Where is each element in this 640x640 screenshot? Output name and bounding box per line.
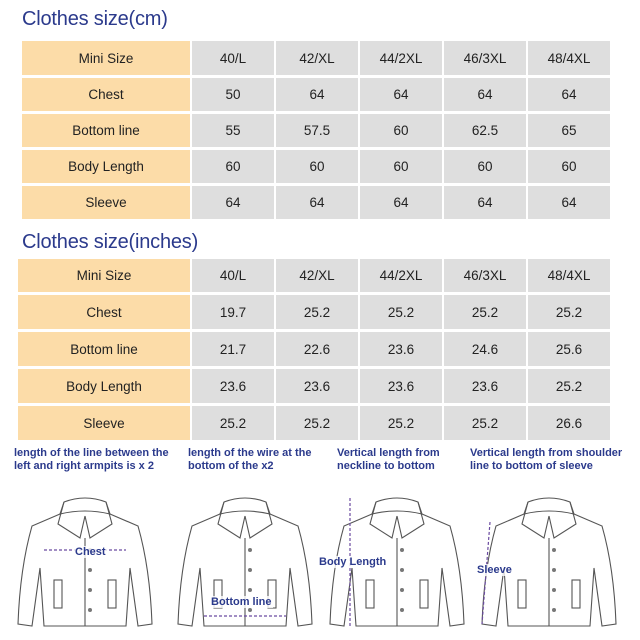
- value-cell: 23.6: [276, 369, 360, 403]
- value-cell: 24.6: [444, 332, 528, 366]
- value-cell: 64: [444, 186, 528, 219]
- value-cell: 60: [360, 114, 444, 147]
- table-row: [18, 406, 612, 440]
- table-header-row: [18, 259, 612, 292]
- value-cell: 60: [360, 150, 444, 183]
- body-figure-label: Body Length: [319, 556, 387, 568]
- bottom-description: length of the wire at the bottom of the x2: [188, 447, 312, 472]
- jacket-outline-icon: [170, 488, 320, 638]
- value-cell: 57.5: [276, 114, 360, 147]
- size-cell: 44/2XL: [360, 41, 444, 75]
- row-label: Body Length: [22, 150, 192, 183]
- value-cell: 25.2: [360, 406, 444, 440]
- value-cell: 25.2: [360, 295, 444, 329]
- size-cell: 46/3XL: [444, 41, 528, 75]
- value-cell: 60: [276, 150, 360, 183]
- value-cell: 65: [528, 114, 612, 147]
- row-label: Chest: [22, 78, 192, 111]
- sleeve-figure-label: Sleeve: [477, 564, 512, 576]
- value-cell: 23.6: [360, 332, 444, 366]
- row-label: Bottom line: [18, 332, 192, 366]
- size-cell: 40/L: [192, 259, 276, 292]
- header-label-cell: Mini Size: [22, 41, 192, 75]
- value-cell: 26.6: [528, 406, 612, 440]
- row-label: Sleeve: [18, 406, 192, 440]
- value-cell: 25.2: [528, 369, 612, 403]
- value-cell: 55: [192, 114, 276, 147]
- row-label: Sleeve: [22, 186, 192, 219]
- size-cell: 48/4XL: [528, 41, 612, 75]
- value-cell: 62.5: [444, 114, 528, 147]
- header-label-cell: Mini Size: [18, 259, 192, 292]
- value-cell: 25.6: [528, 332, 612, 366]
- chest-description: length of the line between the left and right armpits is x 2: [14, 447, 169, 472]
- value-cell: 64: [528, 186, 612, 219]
- jacket-outline-icon: [10, 488, 160, 638]
- value-cell: 23.6: [444, 369, 528, 403]
- sleeve-description: Vertical length from shoulder line to bottom of sleeve: [470, 447, 623, 472]
- value-cell: 25.2: [444, 406, 528, 440]
- size-cell: 44/2XL: [360, 259, 444, 292]
- chest-figure-label: Chest: [75, 546, 106, 558]
- value-cell: 25.2: [444, 295, 528, 329]
- inch-size-table: [18, 256, 612, 443]
- size-cell: 42/XL: [276, 259, 360, 292]
- value-cell: 25.2: [276, 406, 360, 440]
- value-cell: 25.2: [528, 295, 612, 329]
- value-cell: 64: [192, 186, 276, 219]
- value-cell: 25.2: [276, 295, 360, 329]
- table-header-row: [22, 41, 612, 75]
- body-jacket-figure: [319, 488, 472, 638]
- table-row: [22, 78, 612, 111]
- value-cell: 50: [192, 78, 276, 111]
- cm-size-table: [22, 38, 612, 222]
- cm-table-title: Clothes size(cm): [22, 8, 168, 30]
- value-cell: 21.7: [192, 332, 276, 366]
- value-cell: 22.6: [276, 332, 360, 366]
- size-cell: 42/XL: [276, 41, 360, 75]
- value-cell: 60: [192, 150, 276, 183]
- bottom-figure-label: Bottom line: [211, 596, 272, 608]
- value-cell: 64: [276, 78, 360, 111]
- value-cell: 23.6: [192, 369, 276, 403]
- row-label: Chest: [18, 295, 192, 329]
- bottom-jacket-figure: [170, 488, 320, 638]
- table-row: [22, 114, 612, 147]
- value-cell: 64: [444, 78, 528, 111]
- table-row: [22, 186, 612, 219]
- table-row: [22, 150, 612, 183]
- inch-table-title: Clothes size(inches): [22, 231, 199, 253]
- value-cell: 60: [528, 150, 612, 183]
- value-cell: 64: [360, 78, 444, 111]
- size-cell: 40/L: [192, 41, 276, 75]
- table-row: [18, 332, 612, 366]
- value-cell: 64: [360, 186, 444, 219]
- value-cell: 60: [444, 150, 528, 183]
- table-row: [18, 295, 612, 329]
- size-cell: 46/3XL: [444, 259, 528, 292]
- value-cell: 64: [528, 78, 612, 111]
- sleeve-jacket-figure: [474, 488, 624, 638]
- value-cell: 25.2: [192, 406, 276, 440]
- value-cell: 19.7: [192, 295, 276, 329]
- size-cell: 48/4XL: [528, 259, 612, 292]
- body-description: Vertical length from neckline to bottom: [337, 447, 440, 472]
- row-label: Body Length: [18, 369, 192, 403]
- row-label: Bottom line: [22, 114, 192, 147]
- jacket-outline-icon: [474, 488, 624, 638]
- chest-jacket-figure: [10, 488, 160, 638]
- value-cell: 64: [276, 186, 360, 219]
- table-row: [18, 369, 612, 403]
- value-cell: 23.6: [360, 369, 444, 403]
